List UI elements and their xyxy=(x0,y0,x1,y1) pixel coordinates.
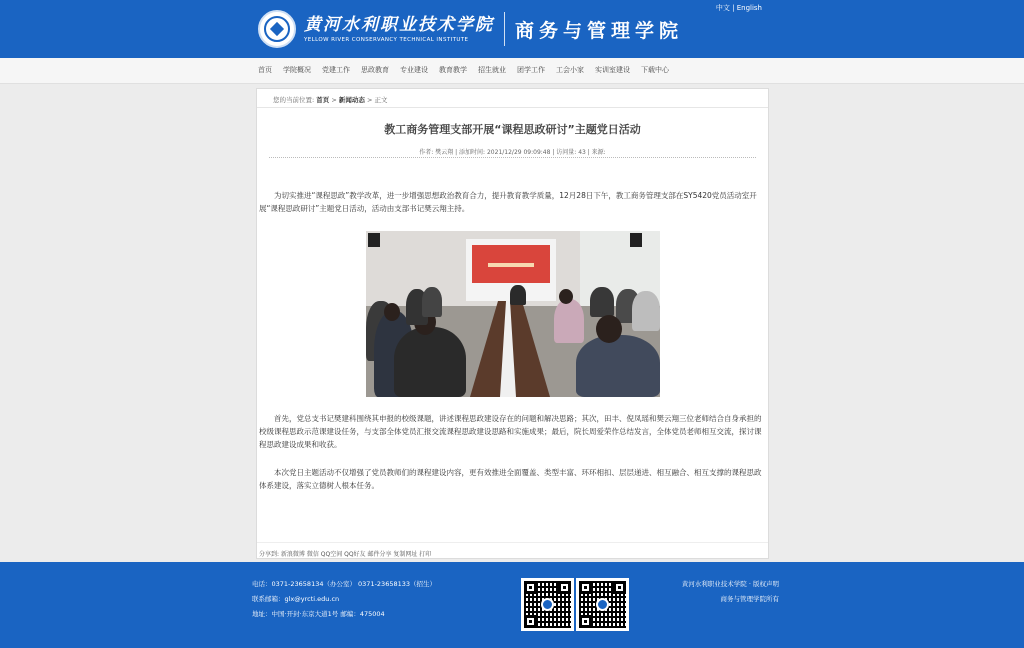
article-photo xyxy=(366,231,660,397)
qr-logo-icon xyxy=(596,598,609,611)
nav-item-union[interactable]: 工会小家 xyxy=(556,66,584,74)
site-footer xyxy=(0,562,1024,648)
breadcrumb-home-link[interactable]: 首页 xyxy=(316,96,330,104)
school-name-en: YELLOW RIVER CONSERVANCY TECHNICAL INSTITUTE xyxy=(304,37,469,43)
nav-item-ideology[interactable]: 思政教育 xyxy=(361,66,389,74)
breadcrumb-separator: > xyxy=(366,96,373,104)
lang-cn-link[interactable]: 中文 xyxy=(715,4,730,12)
header-divider xyxy=(504,12,505,46)
share-bar[interactable]: 分享到: 新浪微博 微信 QQ空间 QQ好友 邮件分享 复制网址 打印 xyxy=(259,551,432,558)
breadcrumb-prefix: 您的当前位置: xyxy=(273,96,315,104)
article-paragraph-3: 本次党日主题活动不仅增强了党员教师们的课程建设内容，更有效推进全面覆盖、类型丰富、环环相扣、层层递进、相互融合、相互支撑的课程思政体系建设，落实立德树人根本任务。 xyxy=(259,468,762,490)
share-divider xyxy=(257,542,768,543)
speaker-icon xyxy=(630,233,642,247)
nav-list xyxy=(258,64,680,76)
nav-item-youth[interactable]: 团学工作 xyxy=(517,66,545,74)
school-name-cn: 黄河水利职业技术学院 xyxy=(304,15,494,35)
article-meta: 作者: 樊云翔 | 添加时间: 2021/12/29 09:09:48 | 访问量: 43 | 来源: xyxy=(419,149,606,156)
lang-en-link[interactable]: English xyxy=(736,4,762,12)
nav-item-party[interactable]: 党建工作 xyxy=(322,66,350,74)
qr-code-2 xyxy=(576,578,629,631)
article-paragraph-2: 首先，党总支书记樊建科围绕其申报的校级课题，讲述课程思政建设存在的问题和解决思路；其次，田丰、倪凤瑶和樊云翔三位老师结合自身承担的校级课程思政示范课建设任务，与支部全体党员汇报交流课程思政建设思路和实施成果；最后，院长周爱荣作总结发言，全体党员老师相互交流，探讨课程思政建设成果和收获。 xyxy=(259,414,762,449)
school-name-block xyxy=(304,14,494,44)
nav-item-about[interactable]: 学院概况 xyxy=(283,66,311,74)
footer-contact xyxy=(252,577,436,622)
lang-separator: | xyxy=(732,4,735,12)
nav-item-teaching[interactable]: 教育教学 xyxy=(439,66,467,74)
breadcrumb xyxy=(273,95,388,104)
speaker-icon xyxy=(368,233,380,247)
footer-copyright-line[interactable]: 黄河水利职业技术学院 · 版权声明 xyxy=(681,580,779,588)
breadcrumb-separator: > xyxy=(331,96,337,104)
footer-address: 地址：中国·开封·东京大道1号 邮编：475004 xyxy=(252,610,385,618)
footer-owner: 商务与管理学院所有 xyxy=(720,595,779,603)
nav-item-labs[interactable]: 实训室建设 xyxy=(595,66,630,74)
nav-item-home[interactable]: 首页 xyxy=(258,66,272,74)
breadcrumb-divider xyxy=(257,107,768,108)
article-container xyxy=(256,88,769,559)
nav-item-downloads[interactable]: 下载中心 xyxy=(641,66,669,74)
site-header xyxy=(0,0,1024,58)
meta-divider xyxy=(269,157,756,158)
footer-copyright xyxy=(682,577,779,607)
nav-item-majors[interactable]: 专业建设 xyxy=(400,66,428,74)
college-name: 商务与管理学院 xyxy=(515,19,684,42)
language-switch xyxy=(716,3,762,13)
breadcrumb-current: 正文 xyxy=(374,96,388,104)
article-paragraph-1: 为切实推进“课程思政”教学改革，进一步增强思想政治教育合力，提升教育教学质量，12月28日下午，教工商务管理支部在SY5420党员活动室开展“课程思政研讨”主题党日活动，活动由支部书记樊云翔主持。 xyxy=(259,191,757,213)
nav-item-admission[interactable]: 招生就业 xyxy=(478,66,506,74)
main-nav xyxy=(0,58,1024,84)
school-seal-icon xyxy=(258,10,296,48)
site-logo[interactable] xyxy=(258,9,683,49)
qr-code-1 xyxy=(521,578,574,631)
footer-phone: 电话：0371-23658134（办公室） 0371-23658133（招生） xyxy=(252,580,437,588)
footer-email: 联系邮箱：glx@yrcti.edu.cn xyxy=(252,595,340,603)
breadcrumb-section-link[interactable]: 新闻动态 xyxy=(338,96,365,104)
article-title: 教工商务管理支部开展“课程思政研讨”主题党日活动 xyxy=(384,123,641,136)
qr-logo-icon xyxy=(541,598,554,611)
